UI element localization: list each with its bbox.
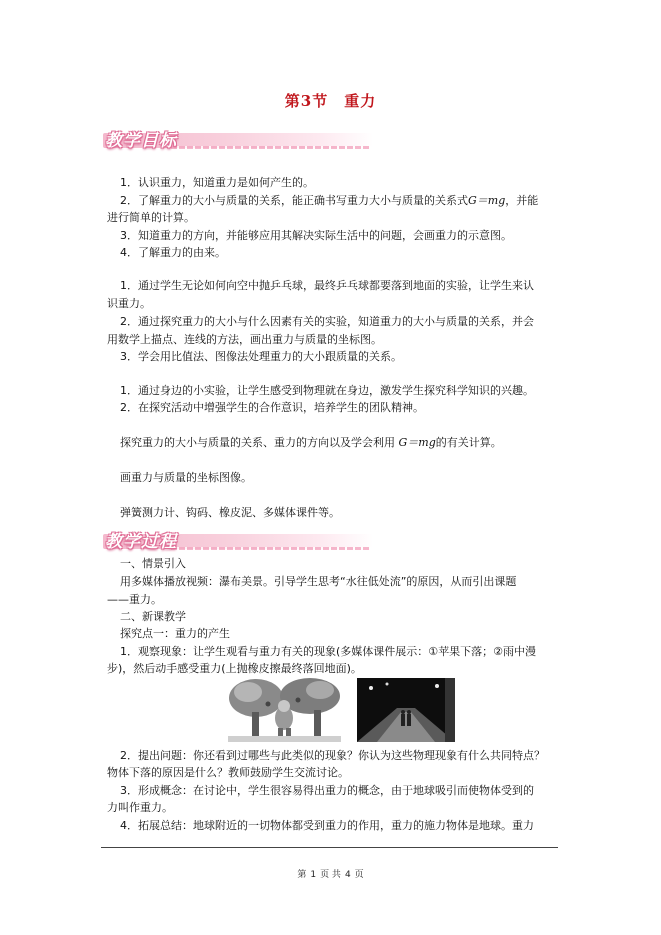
process-line-3: ——重力。 bbox=[107, 593, 162, 606]
difficulty: 画重力与质量的坐标图像。 bbox=[120, 471, 252, 484]
footer-prefix: 第 bbox=[297, 870, 307, 880]
goal-line-3: 3．知道重力的方向，并能够应用其解决实际生活中的问题，会画重力的示意图。 bbox=[120, 229, 512, 242]
formula-g-mg: G＝mg bbox=[468, 194, 506, 207]
method-line-1-cont: 识重力。 bbox=[107, 297, 151, 310]
section-banner-goals bbox=[103, 126, 373, 152]
process-line-4: 二、新课教学 bbox=[120, 610, 186, 623]
emotion-line-2: 2．在探究活动中增强学生的合作意识，培养学生的团队精神。 bbox=[120, 401, 424, 414]
footer-suffix: 页 bbox=[354, 870, 364, 880]
emotion-line-1: 1．通过身边的小实验，让学生感受到物理就在身边，激发学生探究科学知识的兴趣。 bbox=[120, 384, 534, 397]
method-line-2-cont: 用数学上描点、连线的方法，画出重力与质量的坐标图。 bbox=[107, 333, 382, 346]
goal-line-2-tail: ，并能 bbox=[505, 194, 539, 207]
process-line-1: 一、情景引入 bbox=[120, 557, 186, 570]
section-label-goals: 教学目标 bbox=[105, 131, 177, 151]
section-banner-process bbox=[103, 527, 373, 553]
section-label-process: 教学过程 bbox=[105, 532, 177, 552]
key-point-formula: G＝mg bbox=[398, 436, 436, 449]
method-line-1: 1．通过学生无论如何向空中抛乒乓球，最终乒乓球都要落到地面的实验，让学生来认 bbox=[120, 279, 534, 292]
footer-mid: 页 共 bbox=[320, 870, 341, 880]
footer-total-pages: 4 bbox=[344, 870, 351, 880]
page-footer bbox=[0, 867, 661, 880]
method-line-3: 3．学会用比值法、图像法处理重力的大小跟质量的关系。 bbox=[120, 350, 402, 363]
process-line-7: 步)，然后动手感受重力(上抛橡皮擦最终落回地面)。 bbox=[107, 662, 362, 675]
key-point-text: 探究重力的大小与质量的关系、重力的方向以及学会利用 bbox=[120, 436, 395, 449]
page-title: 第3节 重力 bbox=[284, 92, 377, 110]
apple-tree-illustration bbox=[228, 678, 341, 742]
after-line-2: 物体下落的原因是什么？教师鼓励学生交流讨论。 bbox=[107, 766, 349, 779]
goal-line-2 bbox=[120, 194, 538, 208]
key-point bbox=[120, 436, 502, 450]
goal-line-4: 4．了解重力的由来。 bbox=[120, 246, 226, 259]
goal-line-2-cont: 进行简单的计算。 bbox=[107, 211, 195, 224]
materials: 弹簧测力计、钩码、橡皮泥、多媒体课件等。 bbox=[120, 506, 340, 519]
footer-page-number: 1 bbox=[310, 870, 317, 880]
rain-walk-photo bbox=[357, 678, 455, 742]
banner-stripe bbox=[171, 547, 371, 550]
after-line-5: 4．拓展总结：地球附近的一切物体都受到重力的作用，重力的施力物体是地球。重力 bbox=[120, 819, 534, 832]
method-line-2: 2．通过探究重力的大小与什么因素有关的实验，知道重力的大小与质量的关系，并会 bbox=[120, 315, 534, 328]
process-line-6: 1．观察现象：让学生观看与重力有关的现象(多媒体课件展示：①苹果下落；②雨中漫 bbox=[120, 645, 537, 658]
goal-line-2-text: 2．了解重力的大小与质量的关系，能正确书写重力大小与质量的关系式 bbox=[120, 194, 468, 207]
key-point-tail: 的有关计算。 bbox=[435, 436, 502, 449]
after-line-4: 力叫作重力。 bbox=[107, 801, 173, 814]
after-line-3: 3．形成概念：在讨论中，学生很容易得出重力的概念，由于地球吸引而使物体受到的 bbox=[120, 784, 534, 797]
banner-stripe bbox=[171, 146, 371, 149]
footer-rule bbox=[101, 847, 558, 848]
after-line-1: 2．提出问题：你还看到过哪些与此类似的现象？你认为这些物理现象有什么共同特点？ bbox=[120, 749, 545, 762]
process-line-2: 用多媒体播放视频：瀑布美景。引导学生思考“水往低处流”的原因，从而引出课题 bbox=[120, 575, 517, 588]
goal-line-1: 1．认识重力，知道重力是如何产生的。 bbox=[120, 176, 314, 189]
process-line-5: 探究点一：重力的产生 bbox=[120, 627, 230, 640]
